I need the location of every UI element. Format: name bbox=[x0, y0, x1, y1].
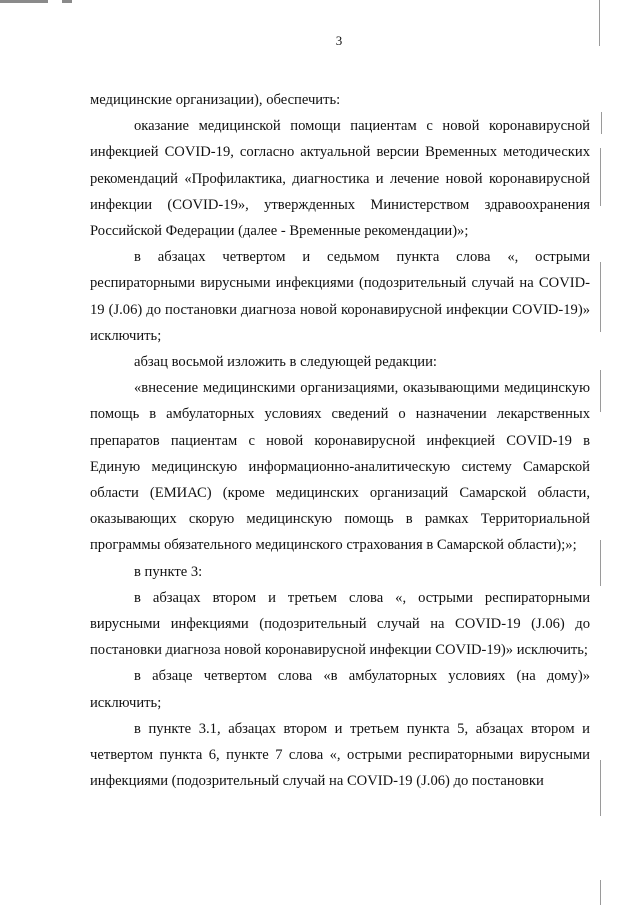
paragraph: в абзацах втором и третьем слова «, острыми респираторными вирусными инфекциями (подозрительный случай на COVID-19 (J.06) до постановки диагноза новой коронавирусной инфекции COVID-19)» исключить; bbox=[90, 589, 590, 659]
paragraph: медицинские организации), обеспечить: bbox=[90, 92, 341, 108]
scan-edge-line bbox=[601, 112, 602, 134]
scan-edge-line bbox=[600, 370, 601, 412]
scan-edge-line bbox=[600, 540, 601, 586]
scan-edge-line bbox=[600, 760, 601, 816]
paragraph: «внесение медицинскими организациями, оказывающими медицинскую помощь в амбулаторных условиях сведений о назначении лекарственных препаратов пациентам с новой коронавирусной инфекцией COVID-19 в Единую медицинскую информационно-аналитическую систему Самарской области (ЕМИАС) (кроме медицинских организаций Самарской области, оказывающих скорую медицинскую помощь в рамках Территориальной программы обязательного медицинского страхования в Самарской области);»; bbox=[90, 380, 590, 554]
paragraph: в абзацах четвертом и седьмом пункта слова «, острыми респираторными вирусными инфекциями (подозрительный случай на COVID-19 (J.06) до постановки диагноза новой коронавирусной инфекции COVID-19)» исключить; bbox=[90, 249, 590, 344]
paragraph: в пункте 3.1, абзацах втором и третьем пункта 5, абзацах втором и четвертом пункта 6, пункте 7 слова «, острыми респираторными вирусными инфекциями (подозрительный случай на COVID-19 (J.06) до постановки bbox=[90, 720, 590, 790]
scan-artifact-mark bbox=[62, 0, 72, 3]
scan-edge-line bbox=[600, 880, 601, 905]
paragraph: в пункте 3: bbox=[134, 563, 203, 580]
scan-artifact-mark bbox=[0, 0, 48, 3]
paragraph: абзац восьмой изложить в следующей редакции: bbox=[134, 354, 437, 371]
page-number: 3 bbox=[335, 33, 343, 48]
scan-edge-line bbox=[600, 262, 601, 332]
paragraph: оказание медицинской помощи пациентам с новой коронавирусной инфекцией COVID-19, согласно актуальной версии Временных методических рекомендаций «Профилактика, диагностика и лечение новой коронавирусной инфекции (COVID-19», утвержденных Министерством здравоохранения Российской Федерации (далее - Временные рекомендации)»; bbox=[90, 118, 590, 240]
body-text bbox=[90, 87, 590, 794]
scan-edge-line bbox=[600, 148, 601, 206]
paragraph: в абзаце четвертом слова «в амбулаторных условиях (на дому)» исключить; bbox=[90, 668, 590, 711]
